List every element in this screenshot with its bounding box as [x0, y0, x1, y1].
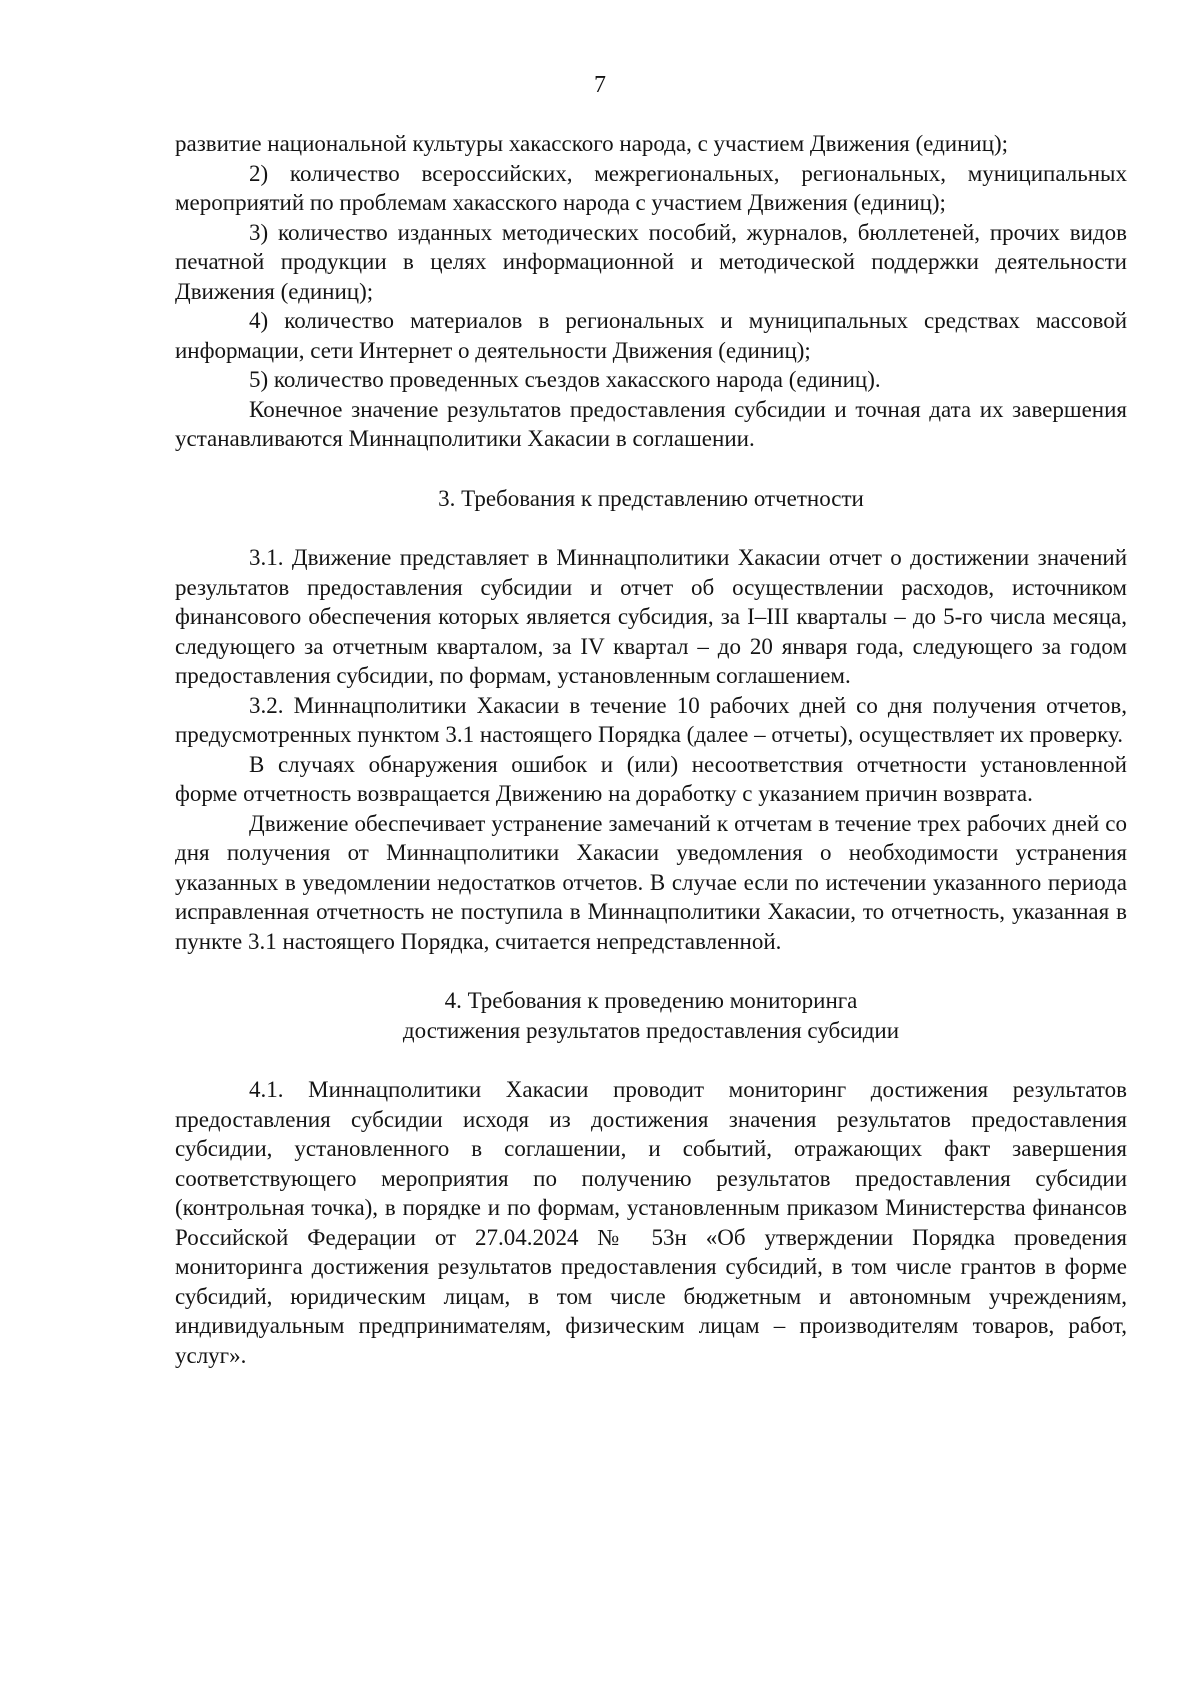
spacer — [175, 1045, 1127, 1075]
list-item-5: 5) количество проведенных съездов хакасского народа (единиц). — [249, 367, 881, 392]
document-body — [175, 129, 1127, 1370]
section-4-heading-line-2: достижения результатов предоставления субсидии — [402, 1017, 900, 1043]
section-3-heading: 3. Требования к представлению отчетности — [438, 485, 864, 511]
paragraph-continuation: развитие национальной культуры хакасского народа, с участием Движения (единиц); — [175, 131, 1009, 156]
paragraph-4-1: 4.1. Миннацполитики Хакасии проводит мониторинг достижения результатов предоставления субсидии исходя из достижения значения результатов предоставления субсидии, установленного в соглашении, и событий, отражающих факт завершения соответствующего мероприятия по получению результатов предоставления субсидии (контрольная точка), в порядке и по формам, установленным приказом Министерства финансов Российской Федерации от 27.04.2024 № 53н «Об утверждении Порядка проведения мониторинга достижения результатов предоставления субсидий, в том числе грантов в форме субсидий, юридическим лицам, в том числе бюджетным и автономным учреждениям, индивидуальным предпринимателям, физическим лицам – производителям товаров, работ, услуг». — [175, 1077, 1127, 1368]
spacer — [175, 956, 1127, 986]
page-number: 7 — [594, 72, 606, 98]
section-4-heading-line-1: 4. Требования к проведению мониторинга — [444, 988, 858, 1013]
paragraph-3-2: 3.2. Миннацполитики Хакасии в течение 10 рабочих дней со дня получения отчетов, предусмотренных пунктом 3.1 настоящего Порядка (далее – отчеты), осуществляет их проверку. — [175, 692, 1127, 747]
spacer — [175, 513, 1127, 543]
paragraph-return: В случаях обнаружения ошибок и (или) несоответствия отчетности установленной форме отчетность возвращается Движению на доработку с указанием причин возврата. — [175, 751, 1127, 806]
paragraph-3-1: 3.1. Движение представляет в Миннацполитики Хакасии отчет о достижении значений результатов предоставления субсидии и отчет об осуществлении расходов, источником финансового обеспечения которых является субсидия, за I–III кварталы – до 5-го числа месяца, следующего за отчетным кварталом, за IV квартал – до 20 января года, следующего за годом предоставления субсидии, по формам, установленным соглашением. — [175, 545, 1127, 688]
list-item-4: 4) количество материалов в региональных и муниципальных средствах массовой информации, сети Интернет о деятельности Движения (единиц); — [175, 308, 1127, 363]
paragraph-final-values: Конечное значение результатов предоставления субсидии и точная дата их завершения устанавливаются Миннацполитики Хакасии в соглашении. — [175, 396, 1127, 451]
spacer — [175, 454, 1127, 484]
list-item-2: 2) количество всероссийских, межрегиональных, региональных, муниципальных мероприятий по проблемам хакасского народа с участием Движения (единиц); — [175, 160, 1127, 215]
list-item-3: 3) количество изданных методических пособий, журналов, бюллетеней, прочих видов печатной продукции в целях информационной и методической поддержки деятельности Движения (единиц); — [175, 219, 1127, 304]
paragraph-corrections: Движение обеспечивает устранение замечаний к отчетам в течение трех рабочих дней со дня получения от Миннацполитики Хакасии уведомления о необходимости устранения указанных в уведомлении недостатков отчетов. В случае если по истечении указанного периода исправленная отчетность не поступила в Миннацполитики Хакасии, то отчетность, указанная в пункте 3.1 настоящего Порядка, считается непредставленной. — [175, 810, 1127, 954]
